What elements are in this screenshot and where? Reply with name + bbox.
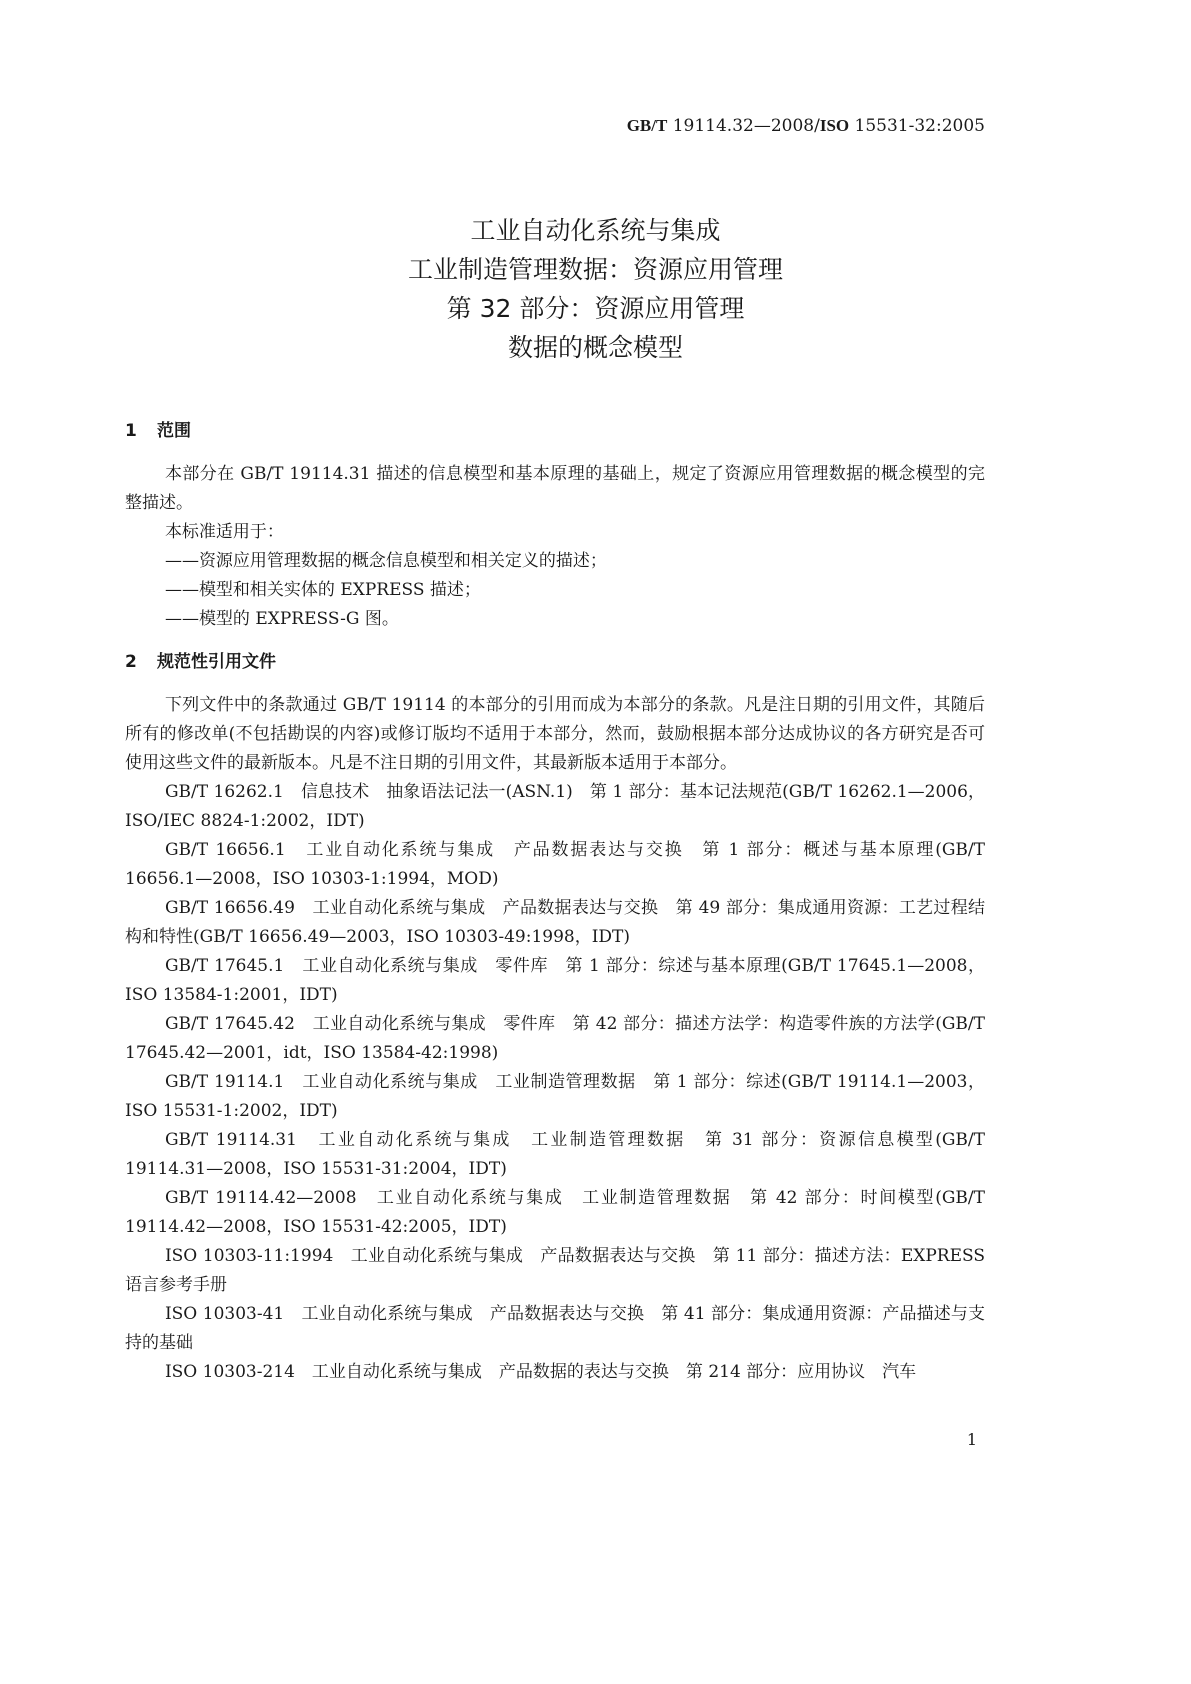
reference-item: GB/T 17645.1 工业自动化系统与集成 零件库 第 1 部分：综述与基本原理(GB/T 17645.1—2008，ISO 13584-1:2001，IDT)	[125, 956, 985, 1005]
header-number: 19114.32—2008/	[667, 116, 820, 136]
paragraph: 本标准适用于：	[164, 522, 284, 542]
title-line: 数据的概念模型	[507, 333, 683, 362]
reference-item: ISO 10303-11:1994 工业自动化系统与集成 产品数据表达与交换 第 11 部分：描述方法：EXPRESS 语言参考手册	[125, 1246, 985, 1295]
reference-item: ISO 10303-214 工业自动化系统与集成 产品数据的表达与交换 第 214 部分：应用协议 汽车	[164, 1362, 917, 1382]
header-iso-number: 15531-32:2005	[849, 116, 985, 136]
section-heading	[125, 417, 985, 446]
reference-item: GB/T 19114.42—2008 工业自动化系统与集成 工业制造管理数据 第 42 部分：时间模型(GB/T 19114.42—2008，ISO 15531-42:2005，IDT)	[125, 1188, 985, 1237]
list-item: ——资源应用管理数据的概念信息模型和相关定义的描述；	[164, 551, 607, 571]
title-line: 第 32 部分：资源应用管理	[446, 294, 745, 323]
reference-item: GB/T 19114.1 工业自动化系统与集成 工业制造管理数据 第 1 部分：综述(GB/T 19114.1—2003，ISO 15531-1:2002，IDT)	[125, 1072, 985, 1121]
reference-item: GB/T 16656.1 工业自动化系统与集成 产品数据表达与交换 第 1 部分：概述与基本原理(GB/T 16656.1—2008，ISO 10303-1:1994，MOD)	[125, 840, 985, 889]
section-number: 1	[125, 421, 137, 441]
paragraph: 本部分在 GB/T 19114.31 描述的信息模型和基本原理的基础上，规定了资源应用管理数据的概念模型的完整描述。	[125, 464, 985, 513]
reference-item: GB/T 19114.31 工业自动化系统与集成 工业制造管理数据 第 31 部分：资源信息模型(GB/T 19114.31—2008，ISO 15531-31:2004，IDT)	[125, 1130, 985, 1179]
document-body	[125, 417, 985, 1387]
list-item: ——模型和相关实体的 EXPRESS 描述；	[164, 580, 481, 600]
document-title	[0, 211, 1191, 367]
reference-item: ISO 10303-41 工业自动化系统与集成 产品数据表达与交换 第 41 部分：集成通用资源：产品描述与支持的基础	[125, 1304, 985, 1353]
paragraph: 下列文件中的条款通过 GB/T 19114 的本部分的引用而成为本部分的条款。凡是注日期的引用文件，其随后所有的修改单(不包括勘误的内容)或修订版均不适用于本部分，然而，鼓励根据本部分达成协议的各方研究是否可使用这些文件的最新版本。凡是不注日期的引用文件，其最新版本适用于本部分。	[125, 695, 985, 773]
reference-item: GB/T 17645.42 工业自动化系统与集成 零件库 第 42 部分：描述方法学：构造零件族的方法学(GB/T 17645.42—2001，idt，ISO 13584-42:1998)	[125, 1014, 985, 1063]
reference-item: GB/T 16656.49 工业自动化系统与集成 产品数据表达与交换 第 49 部分：集成通用资源：工艺过程结构和特性(GB/T 16656.49—2003，ISO 10303-49:1998，IDT)	[125, 898, 985, 947]
section-title: 规范性引用文件	[157, 652, 276, 672]
section-title: 范围	[157, 421, 191, 441]
document-code-header	[627, 116, 985, 136]
header-prefix: GB/T	[626, 116, 668, 135]
reference-item: GB/T 16262.1 信息技术 抽象语法记法一(ASN.1) 第 1 部分：基本记法规范(GB/T 16262.1—2006，ISO/IEC 8824-1:2002，IDT)	[125, 782, 985, 831]
section-scope	[125, 417, 985, 634]
section-number: 2	[125, 652, 137, 672]
header-iso: ISO	[819, 116, 850, 135]
page-number: 1	[966, 1430, 977, 1449]
section-normative-references	[125, 648, 985, 1387]
title-line: 工业自动化系统与集成	[470, 216, 721, 245]
title-line: 工业制造管理数据：资源应用管理	[407, 255, 783, 284]
section-heading	[125, 648, 985, 677]
list-item: ——模型的 EXPRESS-G 图。	[164, 609, 399, 629]
